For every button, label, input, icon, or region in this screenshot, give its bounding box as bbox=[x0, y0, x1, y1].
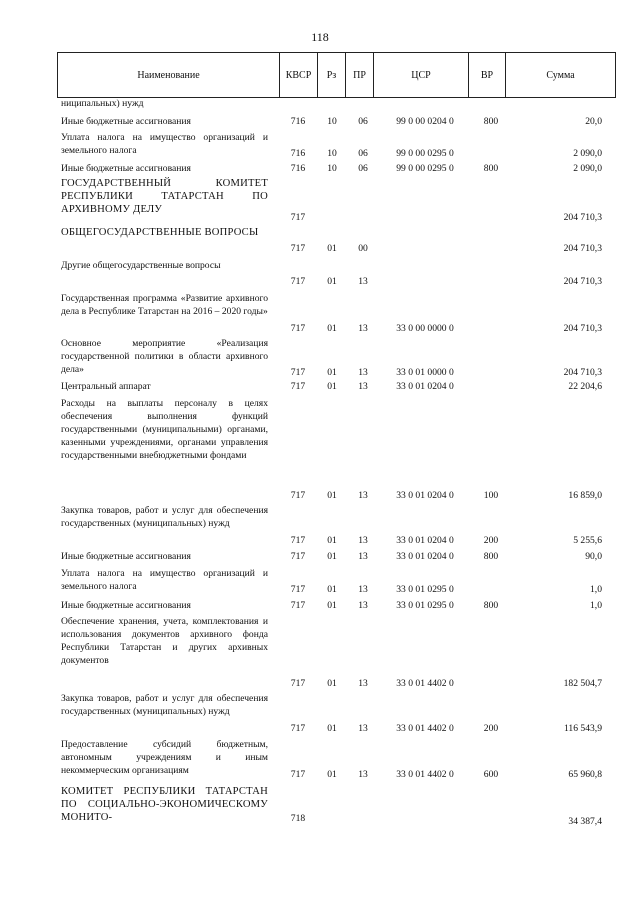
row-pr: 13 bbox=[358, 584, 368, 595]
row-sum: 1,0 bbox=[590, 584, 602, 595]
header-sum: Сумма bbox=[506, 53, 616, 98]
row-sum: 116 543,9 bbox=[563, 723, 602, 734]
row-name: Расходы на выплаты персоналу в целях обеспечения выполнения функций государственными (муниципальными) органами, казенными учреждениями, органами управления государственными внебюджетными фондами bbox=[61, 398, 268, 461]
row-pr: 13 bbox=[358, 535, 368, 546]
row-name: Основное мероприятие «Реализация государственной политики в области архивного дела» bbox=[61, 338, 268, 375]
row-kvsr: 717 bbox=[290, 212, 306, 223]
row-csr: 33 0 01 0204 0 bbox=[396, 490, 454, 501]
row-sum: 20,0 bbox=[585, 116, 602, 127]
row-kvsr: 717 bbox=[290, 600, 306, 611]
row-kvsr: 716 bbox=[290, 116, 306, 127]
row-csr: 33 0 01 0204 0 bbox=[396, 535, 454, 546]
row-pr: 13 bbox=[358, 381, 368, 392]
row-kvsr: 717 bbox=[290, 367, 306, 378]
row-csr: 99 0 00 0295 0 bbox=[396, 163, 454, 174]
row-name: ОБЩЕГОСУДАРСТВЕННЫЕ ВОПРОСЫ bbox=[61, 227, 259, 238]
row-sum: 204 710,3 bbox=[563, 243, 602, 254]
row-kvsr: 717 bbox=[290, 276, 306, 287]
row-kvsr: 717 bbox=[290, 678, 306, 689]
row-csr: 33 0 01 0000 0 bbox=[396, 367, 454, 378]
row-sum: 204 710,3 bbox=[563, 276, 602, 287]
row-kvsr: 717 bbox=[290, 243, 306, 254]
row-kvsr: 717 bbox=[290, 723, 306, 734]
row-sum: 1,0 bbox=[590, 600, 602, 611]
row-kvsr: 717 bbox=[290, 769, 306, 780]
row-pr: 13 bbox=[358, 490, 368, 501]
row-name: Иные бюджетные ассигнования bbox=[61, 551, 191, 562]
row-csr: 99 0 00 0295 0 bbox=[396, 148, 454, 159]
row-rz: 01 bbox=[327, 769, 337, 780]
row-sum: 204 710,3 bbox=[563, 212, 602, 223]
row-rz: 01 bbox=[327, 535, 337, 546]
header-pr: ПР bbox=[346, 53, 374, 98]
row-name: Центральный аппарат bbox=[61, 381, 151, 392]
page-number: 118 bbox=[311, 30, 329, 44]
row-rz: 01 bbox=[327, 323, 337, 334]
row-name: Уплата налога на имущество организаций и земельного налога bbox=[61, 132, 268, 156]
row-csr: 33 0 01 0204 0 bbox=[396, 551, 454, 562]
row-kvsr: 716 bbox=[290, 148, 306, 159]
row-rz: 01 bbox=[327, 678, 337, 689]
row-kvsr: 717 bbox=[290, 535, 306, 546]
row-name: Иные бюджетные ассигнования bbox=[61, 163, 191, 174]
row-sum: 16 859,0 bbox=[568, 490, 602, 501]
header-csr: ЦСР bbox=[374, 53, 469, 98]
row-csr: 33 0 01 0295 0 bbox=[396, 584, 454, 595]
row-sum: 22 204,6 bbox=[568, 381, 602, 392]
row-kvsr: 717 bbox=[290, 584, 306, 595]
row-sum: 2 090,0 bbox=[573, 163, 602, 174]
row-sum: 2 090,0 bbox=[573, 148, 602, 159]
row-vr: 200 bbox=[483, 723, 499, 734]
row-sum: 5 255,6 bbox=[573, 535, 602, 546]
row-pr: 13 bbox=[358, 600, 368, 611]
row-pr: 13 bbox=[358, 678, 368, 689]
row-csr: 33 0 01 0204 0 bbox=[396, 381, 454, 392]
row-pr: 13 bbox=[358, 323, 368, 334]
row-vr: 600 bbox=[483, 769, 499, 780]
header-vr: ВР bbox=[469, 53, 506, 98]
row-name: ГОСУДАРСТВЕННЫЙ КОМИТЕТ РЕСПУБЛИКИ ТАТАРСТАН ПО АРХИВНОМУ ДЕЛУ bbox=[61, 178, 268, 215]
row-name: КОМИТЕТ РЕСПУБЛИКИ ТАТАРСТАН ПО СОЦИАЛЬНО-ЭКОНОМИЧЕСКОМУ МОНИТО- bbox=[61, 786, 268, 823]
row-rz: 01 bbox=[327, 723, 337, 734]
row-pr: 13 bbox=[358, 276, 368, 287]
row-vr: 800 bbox=[483, 600, 499, 611]
row-name: Предоставление субсидий бюджетным, автономным учреждениям и иным некоммерческим организациям bbox=[61, 739, 268, 776]
row-kvsr: 717 bbox=[290, 381, 306, 392]
row-pr: 13 bbox=[358, 367, 368, 378]
row-vr: 100 bbox=[483, 490, 499, 501]
row-csr: 33 0 01 4402 0 bbox=[396, 769, 454, 780]
row-pr: 13 bbox=[358, 769, 368, 780]
row-name: Другие общегосударственные вопросы bbox=[61, 260, 221, 271]
row-rz: 10 bbox=[327, 116, 337, 127]
row-sum: 65 960,8 bbox=[568, 769, 602, 780]
row-sum: 182 504,7 bbox=[563, 678, 602, 689]
row-vr: 800 bbox=[483, 163, 499, 174]
row-sum: 204 710,3 bbox=[563, 367, 602, 378]
row-name: Закупка товаров, работ и услуг для обеспечения государственных (муниципальных) нужд bbox=[61, 693, 268, 717]
row-pr: 06 bbox=[358, 163, 368, 174]
row-name: Обеспечение хранения, учета, комплектования и использования документов архивного фонда Республики Татарстан и других архивных документов bbox=[61, 616, 268, 666]
row-name: Уплата налога на имущество организаций и земельного налога bbox=[61, 568, 268, 592]
row-vr: 800 bbox=[483, 116, 499, 127]
row-rz: 10 bbox=[327, 148, 337, 159]
row-kvsr: 716 bbox=[290, 163, 306, 174]
row-name: Закупка товаров, работ и услуг для обеспечения государственных (муниципальных) нужд bbox=[61, 505, 268, 529]
row-pr: 06 bbox=[358, 116, 368, 127]
header-rz: Рз bbox=[318, 53, 346, 98]
row-rz: 10 bbox=[327, 163, 337, 174]
row-pr: 13 bbox=[358, 551, 368, 562]
row-name: Иные бюджетные ассигнования bbox=[61, 116, 191, 127]
row-rz: 01 bbox=[327, 276, 337, 287]
row-rz: 01 bbox=[327, 584, 337, 595]
row-name: Иные бюджетные ассигнования bbox=[61, 600, 191, 611]
row-name: ниципальных) нужд bbox=[61, 98, 144, 109]
row-csr: 99 0 00 0204 0 bbox=[396, 116, 454, 127]
row-sum: 34 387,4 bbox=[568, 816, 602, 827]
header-kvsr: КВСР bbox=[280, 53, 318, 98]
row-pr: 00 bbox=[358, 243, 368, 254]
row-vr: 800 bbox=[483, 551, 499, 562]
row-kvsr: 717 bbox=[290, 551, 306, 562]
row-csr: 33 0 01 4402 0 bbox=[396, 678, 454, 689]
row-pr: 13 bbox=[358, 723, 368, 734]
row-name: Государственная программа «Развитие архивного дела в Республике Татарстан на 2016 – 2020 годы» bbox=[61, 293, 268, 317]
row-sum: 90,0 bbox=[585, 551, 602, 562]
row-csr: 33 0 00 0000 0 bbox=[396, 323, 454, 334]
row-rz: 01 bbox=[327, 243, 337, 254]
header-name: Наименование bbox=[58, 53, 280, 98]
row-sum: 204 710,3 bbox=[563, 323, 602, 334]
row-kvsr: 717 bbox=[290, 490, 306, 501]
row-rz: 01 bbox=[327, 490, 337, 501]
row-kvsr: 718 bbox=[290, 813, 306, 824]
row-rz: 01 bbox=[327, 381, 337, 392]
row-rz: 01 bbox=[327, 551, 337, 562]
row-rz: 01 bbox=[327, 600, 337, 611]
row-pr: 06 bbox=[358, 148, 368, 159]
row-csr: 33 0 01 0295 0 bbox=[396, 600, 454, 611]
row-csr: 33 0 01 4402 0 bbox=[396, 723, 454, 734]
row-kvsr: 717 bbox=[290, 323, 306, 334]
row-vr: 200 bbox=[483, 535, 499, 546]
row-rz: 01 bbox=[327, 367, 337, 378]
